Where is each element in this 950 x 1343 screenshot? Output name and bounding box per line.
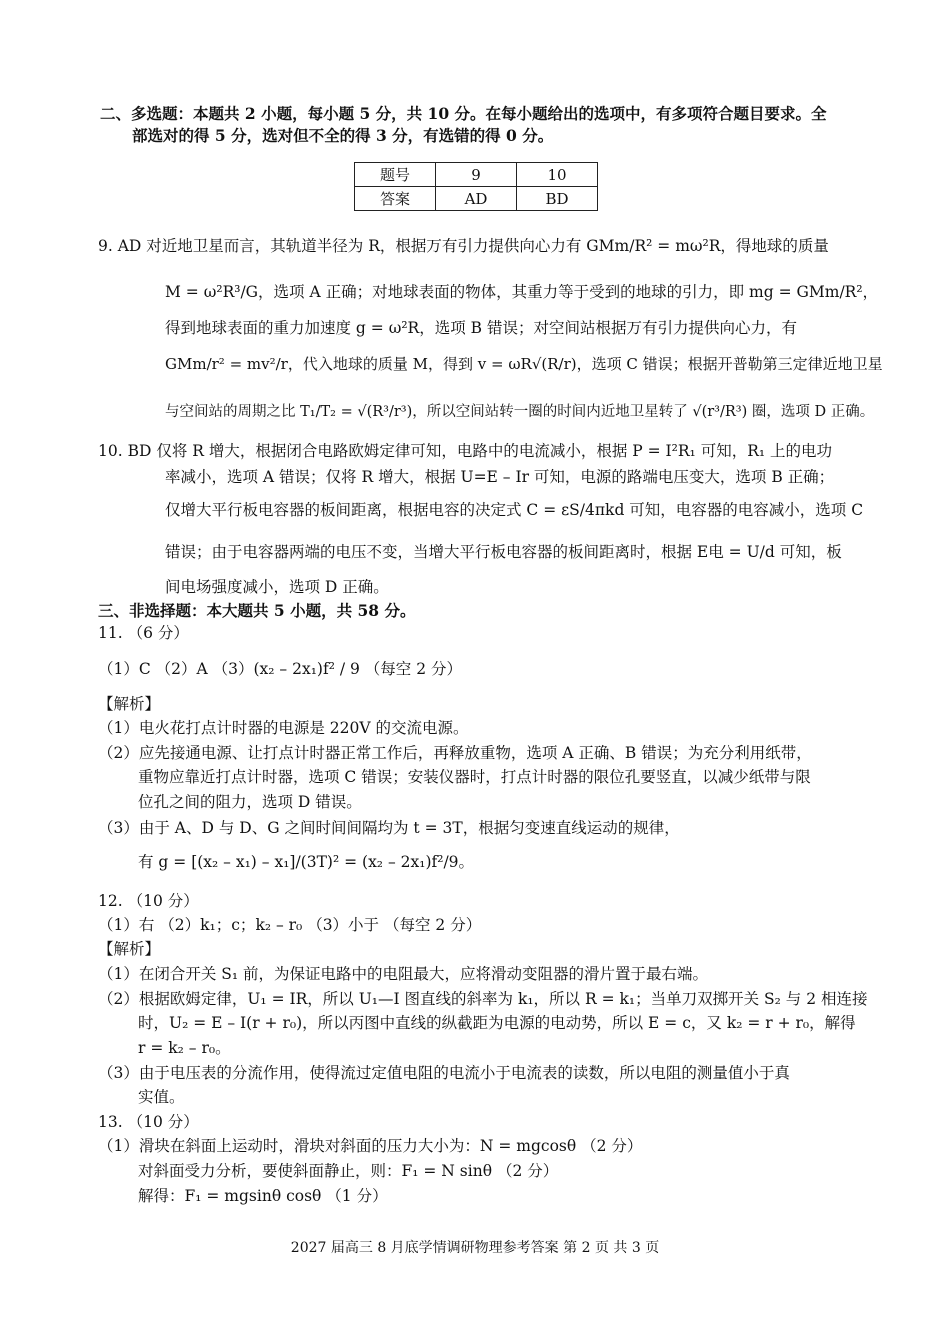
q11-line: 有 g = [(x₂ – x₁) – x₁]/(3T)² = (x₂ – 2x₁)f²/9。 [138,853,475,871]
q11-line: 11. （6 分） [98,624,189,642]
q12-line: 实值。 [138,1088,185,1106]
q9-line: 9. AD 对近地卫星而言，其轨道半径为 R，根据万有引力提供向心力有 GMm/R² = mω²R，得地球的质量 [98,237,829,255]
q12-line: r = k₂ – r₀。 [138,1039,231,1057]
table-header-label: 题号 [355,163,436,187]
q12-line: 时，U₂ = E – I(r + r₀)，所以丙图中直线的纵截距为电源的电动势，所以 E = c，又 k₂ = r + r₀，解得 [138,1014,856,1032]
page-footer: 2027 届高三 8 月底学情调研物理参考答案 第 2 页 共 3 页 [290,1240,660,1256]
q10-line: 仅增大平行板电容器的板间距离，根据电容的决定式 C = εS/4πkd 可知，电容器的电容减小，选项 C [165,501,864,519]
q13-line: （1）滑块在斜面上运动时，滑块对斜面的压力大小为：N = mgcosθ （2 分） [98,1137,643,1155]
section2-title-line1: 二、多选题：本题共 2 小题，每小题 5 分，共 10 分。在每小题给出的选项中，有多项符合题目要求。全 [100,104,827,123]
q12-line: （3）由于电压表的分流作用，使得流过定值电阻的电流小于电流表的读数，所以电阻的测量值小于真 [98,1064,790,1082]
q11-line: 重物应靠近打点计时器，选项 C 错误；安装仪器时，打点计时器的限位孔要竖直，以减少纸带与限 [138,768,811,786]
section2-title-line2: 部选对的得 5 分，选对但不全的得 3 分，有选错的得 0 分。 [132,126,554,145]
table-answer-label: 答案 [355,187,436,211]
table-answer-9: AD [436,187,517,211]
q9-line: 得到地球表面的重力加速度 g = ω²R，选项 B 错误；对空间站根据万有引力提供向心力，有 [165,319,797,337]
table-number-9: 9 [436,163,517,187]
q11-line: 位孔之间的阻力，选项 D 错误。 [138,793,362,811]
section3-title: 三、非选择题：本大题共 5 小题，共 58 分。 [98,601,416,620]
q11-line: （1）电火花打点计时器的电源是 220V 的交流电源。 [98,719,469,737]
q12-line: （2）根据欧姆定律，U₁ = IR，所以 U₁—I 图直线的斜率为 k₁，所以 R = k₁；当单刀双掷开关 S₂ 与 2 相连接 [98,990,868,1008]
q11-line: （3）由于 A、D 与 D、G 之间时间间隔均为 t = 3T，根据匀变速直线运动的规律， [98,819,680,837]
q12-line: 12. （10 分） [98,892,199,910]
q12-line: （1）右 （2）k₁；c；k₂ – r₀ （3）小于 （每空 2 分） [98,916,482,934]
q9-line: 与空间站的周期之比 T₁/T₂ = √(R³/r³)，所以空间站转一圈的时间内近地卫星转了 √(r³/R³) 圈，选项 D 正确。 [165,404,875,420]
table-answer-10: BD [517,187,598,211]
q11-line: （2）应先接通电源、让打点计时器正常工作后，再释放重物，选项 A 正确、B 错误；为充分利用纸带， [98,744,812,762]
q10-line: 10. BD 仅将 R 增大，根据闭合电路欧姆定律可知，电路中的电流减小，根据 P = I²R₁ 可知，R₁ 上的电功 [98,442,833,460]
q13-line: 解得：F₁ = mgsinθ cosθ （1 分） [138,1187,388,1205]
q9-line: M = ω²R³/G，选项 A 正确；对地球表面的物体，其重力等于受到的地球的引力，即 mg = GMm/R²， [165,283,879,301]
q13-line: 对斜面受力分析，要使斜面静止，则：F₁ = N sinθ （2 分） [138,1162,559,1180]
q12-line: （1）在闭合开关 S₁ 前，为保证电路中的电阻最大，应将滑动变阻器的滑片置于最右端。 [98,965,709,983]
answer-table [354,162,598,211]
q10-line: 错误；由于电容器两端的电压不变，当增大平行板电容器的板间距离时，根据 E电 = U/d 可知，板 [165,543,842,561]
q11-line: 【解析】 [98,695,161,713]
q12-line: 【解析】 [98,940,161,958]
q9-line: GMm/r² = mv²/r，代入地球的质量 M，得到 v = ωR√(R/r)，选项 C 错误；根据开普勒第三定律近地卫星 [165,355,883,373]
q10-line: 率减小，选项 A 错误；仅将 R 增大，根据 U=E – Ir 可知，电源的路端电压变大，选项 B 正确； [165,468,835,486]
table-number-10: 10 [517,163,598,187]
q10-line: 间电场强度减小，选项 D 正确。 [165,578,389,596]
q13-line: 13. （10 分） [98,1113,199,1131]
q11-line: （1）C （2）A （3）(x₂ – 2x₁)f² / 9 （每空 2 分） [98,660,462,678]
